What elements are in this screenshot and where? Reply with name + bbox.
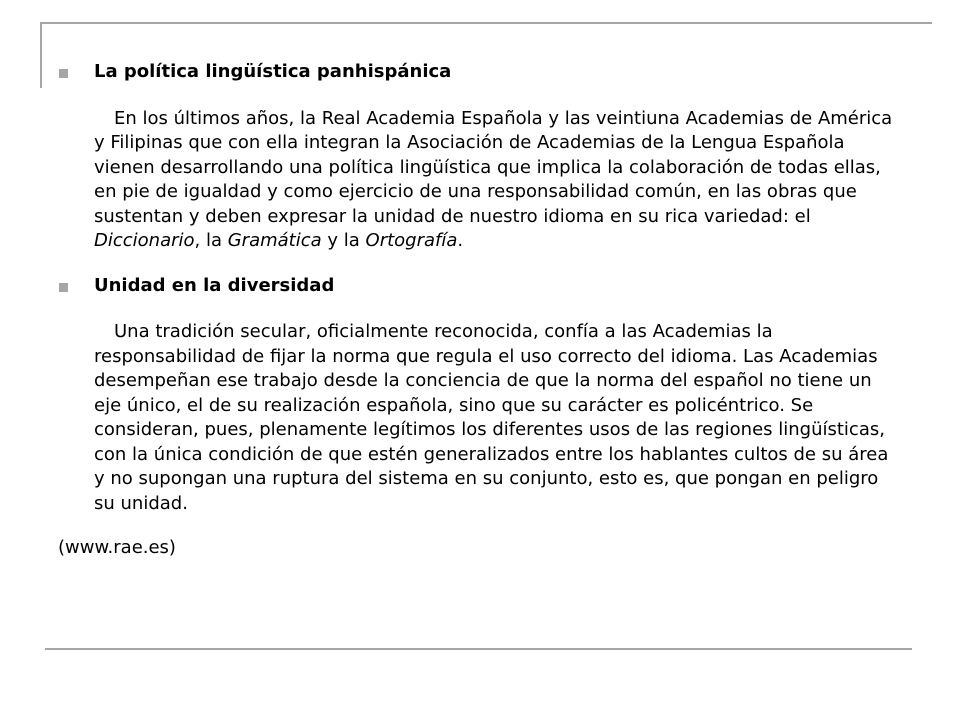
- body-text: y la: [321, 230, 366, 251]
- body-text-italic: Gramática: [227, 230, 322, 251]
- body-text: .: [457, 230, 464, 251]
- top-rule: [40, 22, 932, 24]
- source-citation: (www.rae.es): [58, 537, 176, 558]
- section-body: [94, 107, 903, 254]
- left-rule: [40, 22, 42, 88]
- body-text: En los últimos años, la Real Academia Española y las veintiuna Academias de América y Filipinas que con ella integran la Asociación de Academias de la Lengua Española vienen desarrollando una política lingüística que implica la colaboración de todas ellas, en pie de igualdad y como ejercicio de una responsabilidad común, en las obras que sustentan y deben expresar la unidad de nuestro idioma en su rica variedad: el: [94, 107, 893, 227]
- body-text-italic: Ortografía: [365, 230, 458, 251]
- section-politica: [58, 60, 903, 254]
- section-title: Unidad en la diversidad: [94, 274, 335, 296]
- body-text-italic: Diccionario: [94, 230, 195, 251]
- section-title: La política lingüística panhispánica: [94, 61, 452, 82]
- body-text: , la: [194, 230, 228, 251]
- bottom-rule: [45, 648, 912, 650]
- bullet-square-icon: [59, 283, 68, 292]
- body-text: Una tradición secular, oficialmente reconocida, confía a las Academias la responsabilidad de fijar la norma que regula el uso correcto del idioma. Las Academias desempeñan ese trabajo desde la conciencia de que la norma del español no tiene un eje único, el de su realización española, sino que su carácter es policéntrico. Se consideran, pues, plenamente legítimos los diferentes usos de las regiones lingüísticas, con la única condición de que estén generalizados entre los hablantes cultos de su área y no supongan una ruptura del sistema en su conjunto, esto es, que pongan en peligro su unidad.: [94, 321, 889, 514]
- slide-content: [58, 60, 903, 561]
- section-body: [94, 320, 903, 516]
- bullet-square-icon: [59, 69, 68, 78]
- section-unidad: [58, 274, 903, 517]
